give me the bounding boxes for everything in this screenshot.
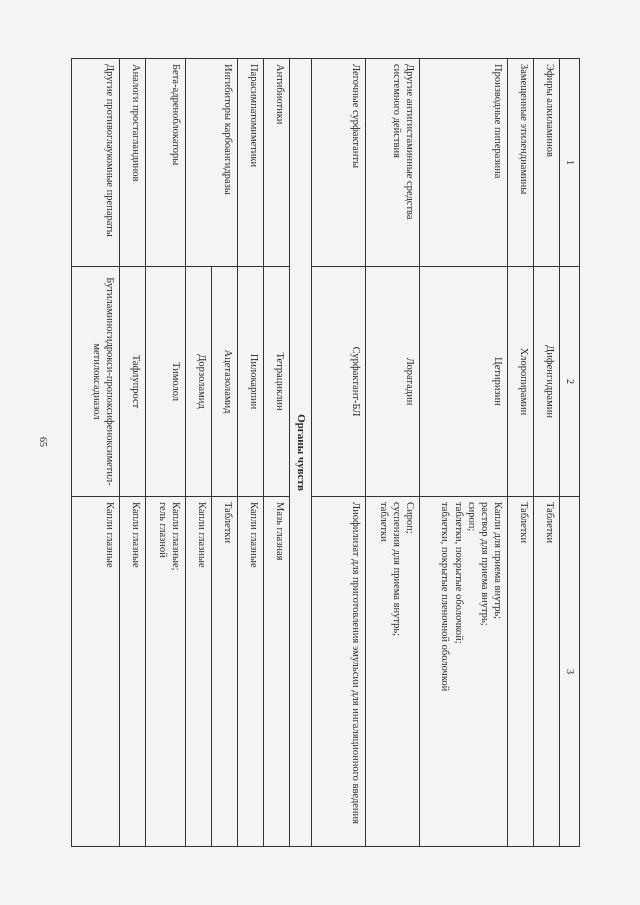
drug-cell: Бутиламиногидрокси-пропоксифеноксиметил-метилоксадиазол [72,267,120,497]
table-row [212,59,238,847]
form-cell: Капли глазные [186,497,212,847]
form-cell: Сироп; суспензия для приема внутрь; таблетки [366,497,420,847]
group-cell: Легочные сурфактанты [312,59,366,267]
group-cell: Ингибиторы карбоангидразы [186,59,238,267]
form-cell: Капли глазные [120,497,146,847]
header-col-3: 3 [560,497,580,847]
table-row [238,59,264,847]
table-row [508,59,534,847]
form-cell: Таблетки [508,497,534,847]
section-row [290,59,312,847]
drug-cell: Тетрациклин [264,267,290,497]
form-cell: Таблетки [212,497,238,847]
drug-cell: Тафлупрост [120,267,146,497]
group-cell: Замещенные этилендиамины [508,59,534,267]
form-cell: Капли глазные; гель глазной [146,497,186,847]
drug-cell: Тимолол [146,267,186,497]
table-row [146,59,186,847]
group-cell: Аналоги простагландинов [120,59,146,267]
header-col-2: 2 [560,267,580,497]
document-table-frame [90,58,580,846]
table-row [72,59,120,847]
drug-cell: Цетиризин [420,267,508,497]
rotated-table-container [90,58,580,846]
form-cell: Мазь глазная [264,497,290,847]
drug-cell: Лоратадин [366,267,420,497]
table-row [534,59,560,847]
group-cell: Бета-адреноблокаторы [146,59,186,267]
group-cell: Другие противоглаукомные препараты [72,59,120,267]
group-cell: Другие антигистаминные средства системного действия [366,59,420,267]
drug-cell: Дорзоламид [186,267,212,497]
section-title: Органы чувств [290,59,312,847]
table-row [312,59,366,847]
drug-table [71,58,580,847]
header-row [560,59,580,847]
drug-cell: Пилокарпин [238,267,264,497]
header-col-1: 1 [560,59,580,267]
drug-cell: Дифенгидрамин [534,267,560,497]
group-cell: Производные пиперазина [420,59,508,267]
form-cell: Капли для приема внутрь; раствор для приема внутрь; сироп; таблетки, покрытые оболочкой; таблетки, покрытые пленочной оболочкой [420,497,508,847]
table-row [366,59,420,847]
drug-cell: Хлоропирамин [508,267,534,497]
form-cell: Капли глазные [72,497,120,847]
table-row [264,59,290,847]
form-cell: Таблетки [534,497,560,847]
table-row [420,59,508,847]
page-number: 65 [37,437,48,447]
drug-cell: Сурфактант-БЛ [312,267,366,497]
group-cell: Эфиры алкиламинов [534,59,560,267]
form-cell: Капли глазные [238,497,264,847]
table-row [120,59,146,847]
form-cell: Лиофилизат для приготовления эмульсии для ингаляционного введения [312,497,366,847]
group-cell: Антибиотики [264,59,290,267]
group-cell: Парасимпатомиметики [238,59,264,267]
drug-cell: Ацетазоламид [212,267,238,497]
